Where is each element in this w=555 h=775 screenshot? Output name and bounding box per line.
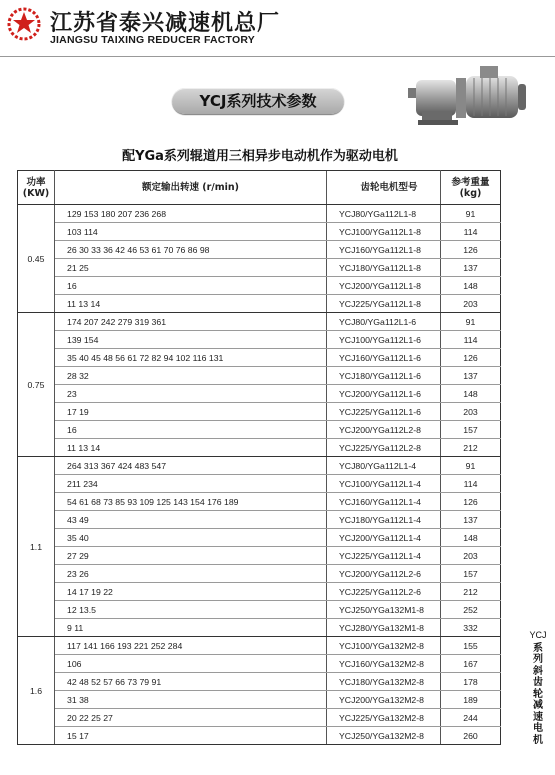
weight-cell: 157: [441, 565, 501, 583]
speed-cell: 17 19: [55, 403, 327, 421]
model-cell: YCJ80/YGa112L1-8: [327, 205, 441, 223]
table-row: [18, 691, 501, 709]
speed-cell: 28 32: [55, 367, 327, 385]
speed-cell: 27 29: [55, 547, 327, 565]
speed-cell: 211 234: [55, 475, 327, 493]
model-cell: YCJ100/YGa112L1-8: [327, 223, 441, 241]
speed-cell: 264 313 367 424 483 547: [55, 457, 327, 475]
weight-cell: 148: [441, 385, 501, 403]
model-cell: YCJ200/YGa112L2-8: [327, 421, 441, 439]
model-cell: YCJ80/YGa112L1-6: [327, 313, 441, 331]
model-cell: YCJ180/YGa112L1-8: [327, 259, 441, 277]
speed-cell: 35 40: [55, 529, 327, 547]
speed-cell: 106: [55, 655, 327, 673]
speed-cell: 23: [55, 385, 327, 403]
weight-cell: 178: [441, 673, 501, 691]
table-row: [18, 205, 501, 223]
model-cell: YCJ200/YGa112L1-4: [327, 529, 441, 547]
model-cell: YCJ180/YGa132M2-8: [327, 673, 441, 691]
table-row: [18, 259, 501, 277]
table-row: [18, 547, 501, 565]
side-series-label: [529, 630, 547, 746]
table-row: [18, 385, 501, 403]
weight-cell: 203: [441, 403, 501, 421]
weight-cell: 91: [441, 313, 501, 331]
model-cell: YCJ180/YGa112L1-6: [327, 367, 441, 385]
weight-cell: 167: [441, 655, 501, 673]
side-label-char: 轮: [533, 688, 543, 700]
company-name-en: JIANGSU TAIXING REDUCER FACTORY: [50, 34, 255, 46]
power-cell: 1.1: [18, 457, 55, 637]
speed-cell: 21 25: [55, 259, 327, 277]
weight-cell: 332: [441, 619, 501, 637]
model-cell: YCJ160/YGa112L1-8: [327, 241, 441, 259]
model-cell: YCJ200/YGa112L2-6: [327, 565, 441, 583]
weight-cell: 260: [441, 727, 501, 745]
header-speed: 额定输出转速 (r/min): [55, 171, 327, 205]
model-cell: YCJ160/YGa132M2-8: [327, 655, 441, 673]
weight-cell: 91: [441, 457, 501, 475]
model-cell: YCJ100/YGa112L1-4: [327, 475, 441, 493]
table-row: [18, 295, 501, 313]
model-cell: YCJ100/YGa132M2-8: [327, 637, 441, 655]
model-cell: YCJ100/YGa112L1-6: [327, 331, 441, 349]
table-row: [18, 565, 501, 583]
speed-cell: 12 13.5: [55, 601, 327, 619]
side-label-char: 列: [533, 654, 543, 665]
table-row: [18, 493, 501, 511]
model-cell: YCJ225/YGa112L1-6: [327, 403, 441, 421]
page-title: YCJ系列技术参数: [172, 88, 344, 114]
speed-cell: 174 207 242 279 319 361: [55, 313, 327, 331]
speed-cell: 26 30 33 36 42 46 53 61 70 76 86 98: [55, 241, 327, 259]
side-label-char: 机: [533, 734, 543, 746]
model-cell: YCJ200/YGa132M2-8: [327, 691, 441, 709]
model-cell: YCJ250/YGa132M2-8: [327, 727, 441, 745]
side-label-char: 斜: [533, 665, 543, 677]
weight-cell: 126: [441, 493, 501, 511]
table-row: [18, 403, 501, 421]
table-row: [18, 709, 501, 727]
company-name-cn: 江苏省泰兴减速机总厂: [50, 11, 281, 36]
speed-cell: 16: [55, 421, 327, 439]
header-divider: [0, 56, 555, 57]
speed-cell: 11 13 14: [55, 439, 327, 457]
weight-cell: 114: [441, 223, 501, 241]
table-row: [18, 457, 501, 475]
side-label-en: YCJ: [529, 630, 547, 640]
model-cell: YCJ80/YGa112L1-4: [327, 457, 441, 475]
table-row: [18, 223, 501, 241]
gear-motor-image: [400, 60, 535, 132]
table-row: [18, 421, 501, 439]
model-cell: YCJ225/YGa112L2-8: [327, 439, 441, 457]
weight-cell: 212: [441, 583, 501, 601]
table-row: [18, 655, 501, 673]
speed-cell: 31 38: [55, 691, 327, 709]
weight-cell: 148: [441, 529, 501, 547]
speed-cell: 9 11: [55, 619, 327, 637]
header-power: 功率 (KW): [18, 171, 55, 205]
model-cell: YCJ225/YGa112L2-6: [327, 583, 441, 601]
weight-cell: 212: [441, 439, 501, 457]
table-row: [18, 241, 501, 259]
table-row: [18, 601, 501, 619]
weight-cell: 157: [441, 421, 501, 439]
side-label-char: 系: [533, 642, 543, 654]
table-row: [18, 529, 501, 547]
side-label-char: 电: [533, 723, 543, 734]
weight-cell: 137: [441, 367, 501, 385]
model-cell: YCJ180/YGa112L1-4: [327, 511, 441, 529]
weight-cell: 148: [441, 277, 501, 295]
table-row: [18, 619, 501, 637]
table-row: [18, 511, 501, 529]
table-subtitle: 配YGa系列辊道用三相异步电动机作为驱动电机: [122, 149, 398, 164]
speed-cell: 11 13 14: [55, 295, 327, 313]
table-row: [18, 673, 501, 691]
model-cell: YCJ280/YGa132M1-8: [327, 619, 441, 637]
table-row: [18, 439, 501, 457]
header: [0, 0, 555, 56]
power-cell: 0.75: [18, 313, 55, 457]
side-label-char: 减: [533, 700, 543, 711]
speed-cell: 20 22 25 27: [55, 709, 327, 727]
model-cell: YCJ225/YGa132M2-8: [327, 709, 441, 727]
speed-cell: 15 17: [55, 727, 327, 745]
model-cell: YCJ160/YGa112L1-6: [327, 349, 441, 367]
table-row: [18, 331, 501, 349]
weight-cell: 189: [441, 691, 501, 709]
side-label-char: 齿: [533, 677, 543, 688]
weight-cell: 203: [441, 547, 501, 565]
model-cell: YCJ200/YGa112L1-6: [327, 385, 441, 403]
side-label-char: 速: [533, 711, 543, 723]
table-row: [18, 727, 501, 745]
table-row: [18, 349, 501, 367]
speed-cell: 103 114: [55, 223, 327, 241]
speed-cell: 129 153 180 207 236 268: [55, 205, 327, 223]
header-weight: 参考重量 (kg): [441, 171, 501, 205]
spec-table: [17, 170, 501, 745]
weight-cell: 252: [441, 601, 501, 619]
weight-cell: 114: [441, 331, 501, 349]
table-body: [18, 205, 501, 745]
table-row: [18, 277, 501, 295]
weight-cell: 203: [441, 295, 501, 313]
speed-cell: 43 49: [55, 511, 327, 529]
model-cell: YCJ200/YGa112L1-8: [327, 277, 441, 295]
speed-cell: 16: [55, 277, 327, 295]
power-cell: 1.6: [18, 637, 55, 745]
weight-cell: 91: [441, 205, 501, 223]
speed-cell: 139 154: [55, 331, 327, 349]
speed-cell: 117 141 166 193 221 252 284: [55, 637, 327, 655]
star-gear-logo-icon: [6, 6, 42, 42]
table-row: [18, 475, 501, 493]
weight-cell: 114: [441, 475, 501, 493]
table-row: [18, 367, 501, 385]
speed-cell: 14 17 19 22: [55, 583, 327, 601]
model-cell: YCJ250/YGa132M1-8: [327, 601, 441, 619]
side-label-cn: [529, 643, 547, 747]
weight-cell: 244: [441, 709, 501, 727]
weight-cell: 137: [441, 511, 501, 529]
table-header-row: [18, 171, 501, 205]
weight-cell: 126: [441, 241, 501, 259]
table-row: [18, 583, 501, 601]
weight-cell: 137: [441, 259, 501, 277]
table-row: [18, 637, 501, 655]
model-cell: YCJ160/YGa112L1-4: [327, 493, 441, 511]
model-cell: YCJ225/YGa112L1-8: [327, 295, 441, 313]
weight-cell: 126: [441, 349, 501, 367]
speed-cell: 23 26: [55, 565, 327, 583]
header-model: 齿轮电机型号: [327, 171, 441, 205]
table-row: [18, 313, 501, 331]
speed-cell: 35 40 45 48 56 61 72 82 94 102 116 131: [55, 349, 327, 367]
speed-cell: 42 48 52 57 66 73 79 91: [55, 673, 327, 691]
power-cell: 0.45: [18, 205, 55, 313]
speed-cell: 54 61 68 73 85 93 109 125 143 154 176 189: [55, 493, 327, 511]
model-cell: YCJ225/YGa112L1-4: [327, 547, 441, 565]
weight-cell: 155: [441, 637, 501, 655]
